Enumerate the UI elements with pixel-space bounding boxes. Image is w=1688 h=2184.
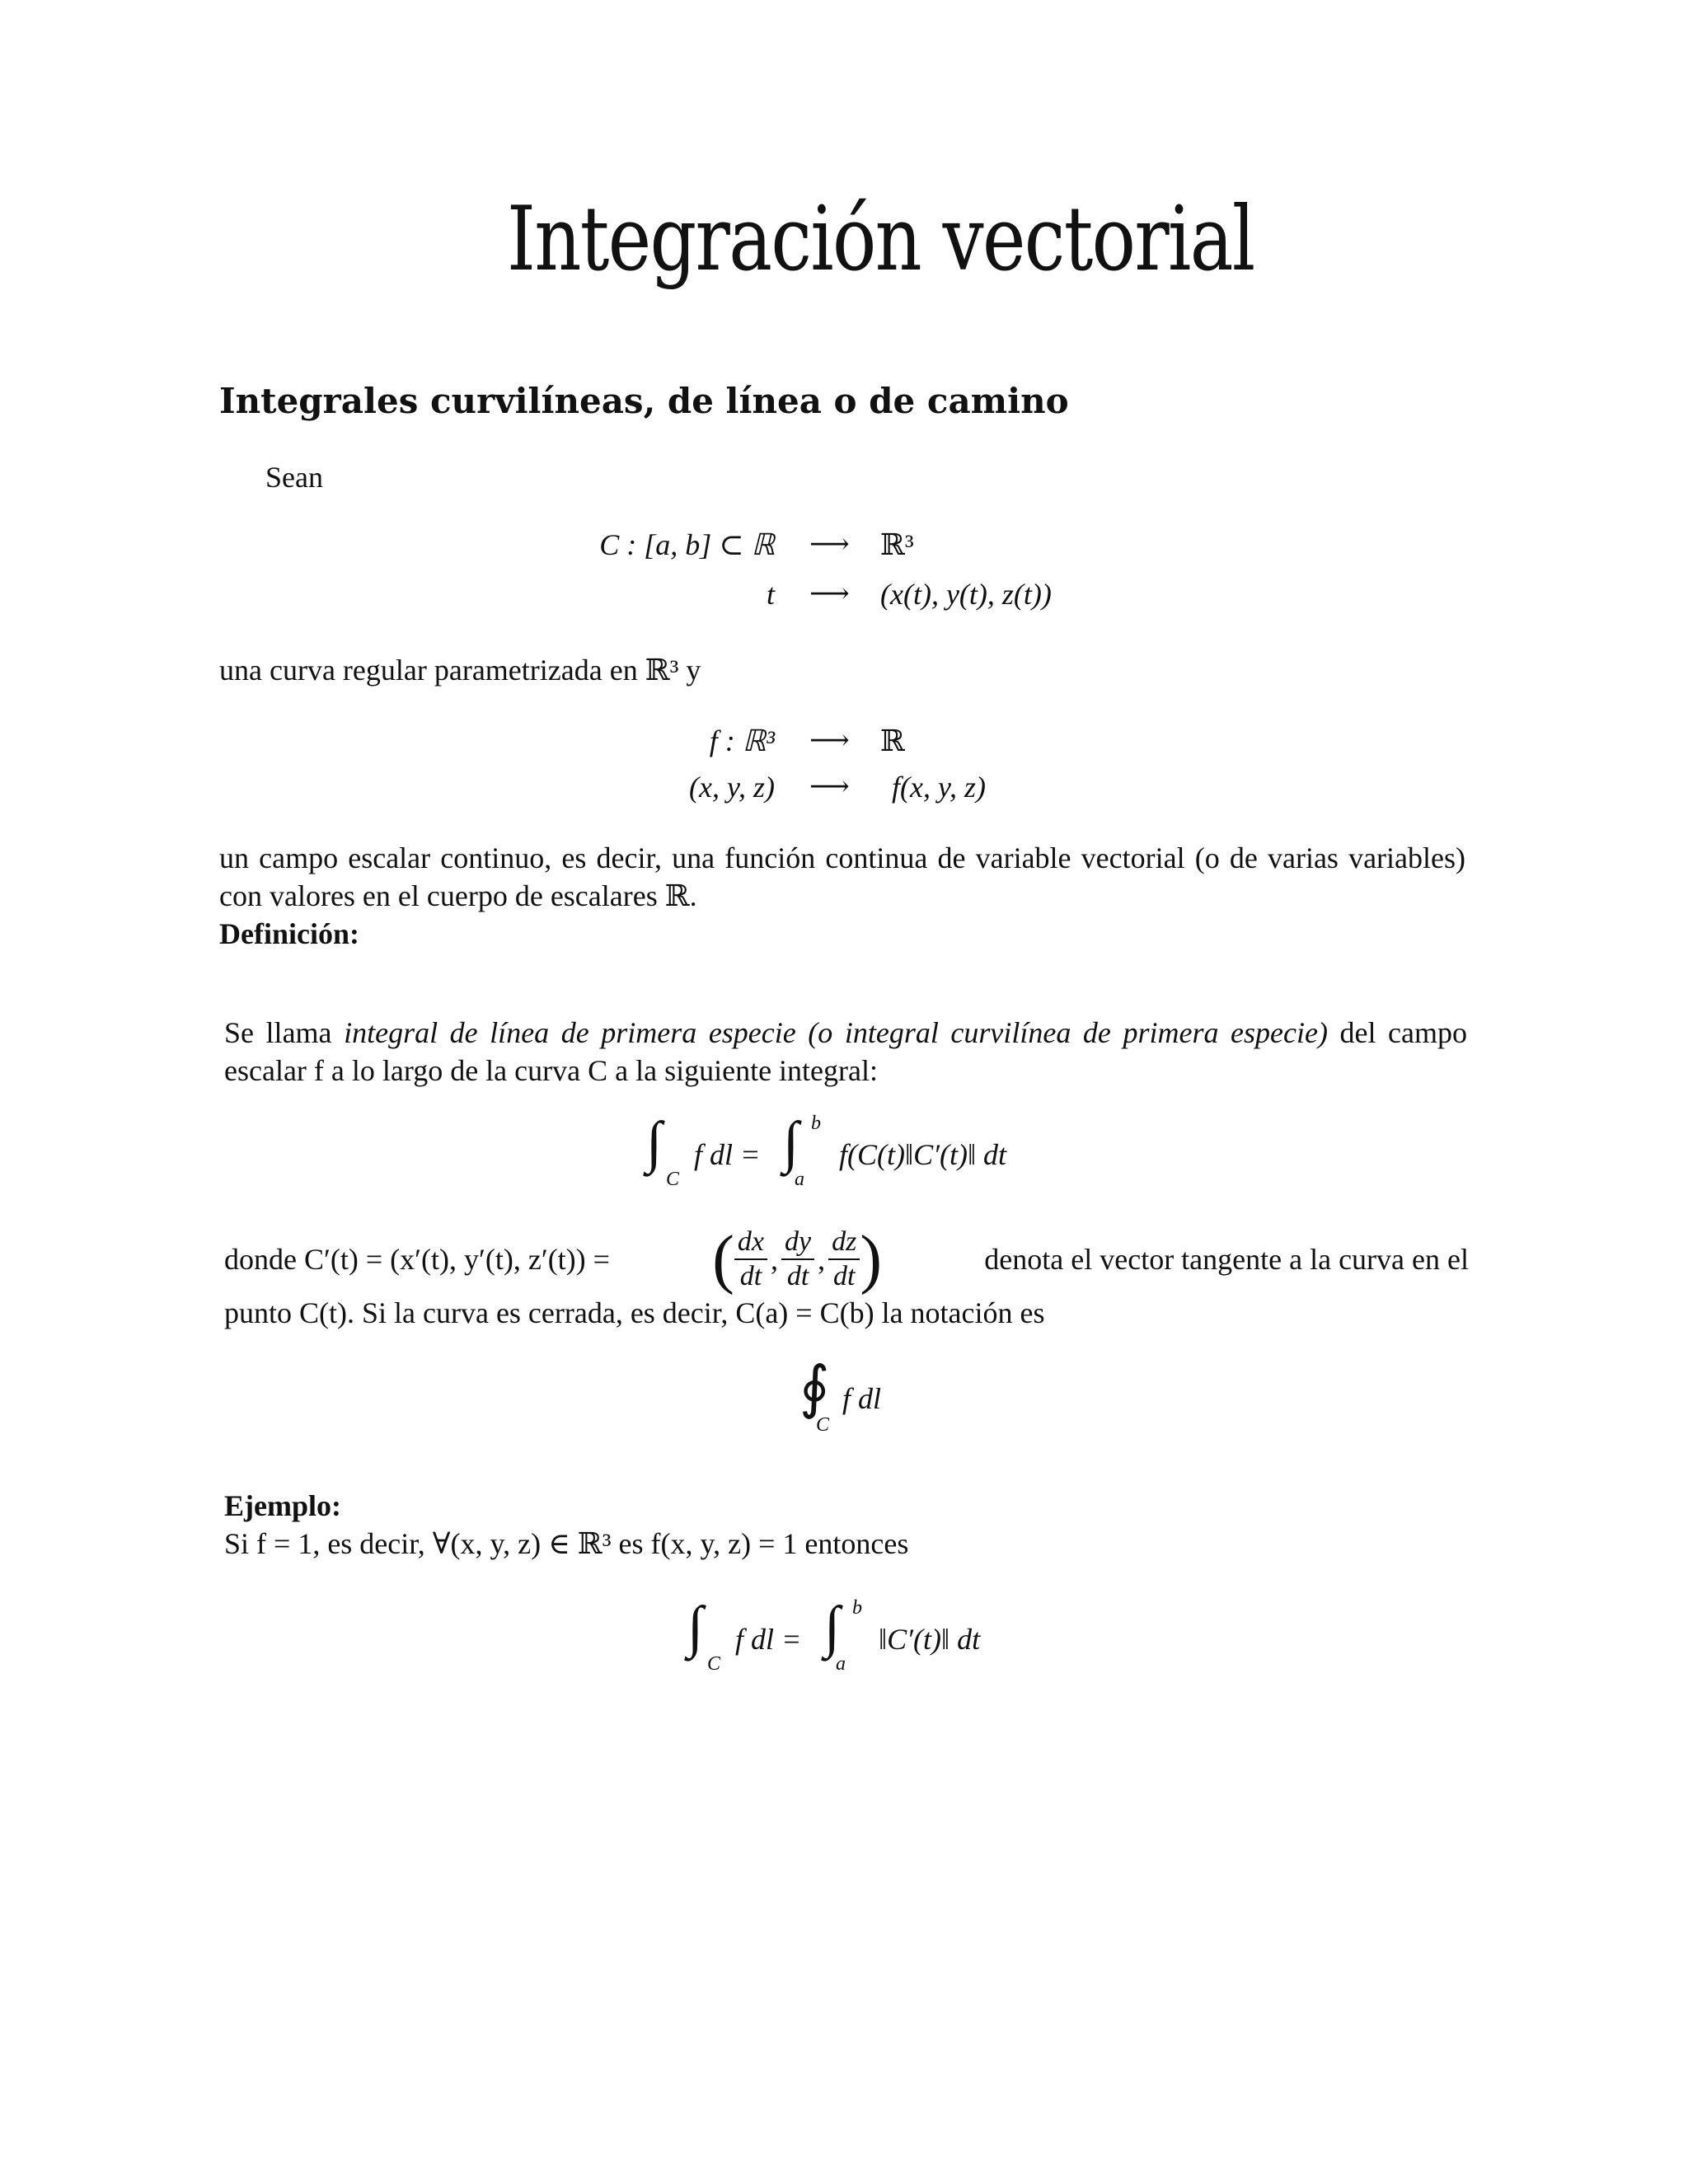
map2-row2-right: f(x, y, z) <box>892 771 986 804</box>
map2-arrow1: ⟶ <box>809 725 850 756</box>
integral-sign: ∫ <box>783 1111 799 1174</box>
integral-sub: C <box>666 1169 680 1190</box>
map2-row1-right: ℝ <box>880 724 905 757</box>
integral-lower: a <box>795 1169 804 1190</box>
formula1-lhs: f dl = <box>694 1138 761 1171</box>
integral-sign: ∫ <box>824 1596 841 1659</box>
example-label: Ejemplo: <box>224 1489 341 1522</box>
definition-text-b: del campo escalar f a lo largo de la curva C a la siguiente integral: <box>224 1016 1467 1087</box>
section-heading: Integrales curvilíneas, de línea o de camino <box>219 381 1069 421</box>
integral-sign: ∫ <box>687 1596 704 1659</box>
map2-arrow2: ⟶ <box>809 771 850 802</box>
map1-arrow1: ⟶ <box>809 529 850 560</box>
example-text: Si f = 1, es decir, ∀(x, y, z) ∈ ℝ³ es f(x, y, z) = 1 entonces <box>224 1527 909 1560</box>
formula2-body: f dl <box>842 1382 882 1415</box>
map1-row2-right: (x(t), y(t), z(t)) <box>880 578 1052 611</box>
integral-upper: b <box>852 1597 862 1619</box>
map2-row2-left: (x, y, z) <box>689 771 775 804</box>
integral-sign: ∫ <box>646 1111 663 1174</box>
map1-row1-left: C : [a, b] ⊂ ℝ <box>599 528 775 561</box>
fraction-dx: $\frac{dx}{dt}$ <box>734 1226 767 1293</box>
tangent-text-b: denota el vector tangente a la curva en el <box>984 1243 1469 1276</box>
fraction-dy: $\frac{dy}{dt}$ <box>781 1226 814 1293</box>
integral-sub: C <box>707 1653 721 1675</box>
definition-text <box>224 1014 1467 1090</box>
closed-curve-text: punto C(t). Si la curva es cerrada, es decir, C(a) = C(b) la notación es <box>224 1296 1045 1329</box>
definition-term: integral de línea de primera especie (o integral curvilínea de primera especie) <box>344 1016 1328 1049</box>
tangent-line <box>224 1220 1469 1299</box>
fraction-dz: $\frac{dz}{dt}$ <box>828 1226 860 1293</box>
curve-text: una curva regular parametrizada en ℝ³ y <box>219 654 701 687</box>
map1-row2-left: t <box>766 578 775 611</box>
integral-upper: b <box>811 1113 821 1134</box>
page-title: Integración vectorial <box>507 188 1254 291</box>
map1-arrow2: ⟶ <box>809 579 850 609</box>
definition-label: Definición: <box>219 917 359 950</box>
intro-word: Sean <box>265 461 323 494</box>
tangent-vector: ( $\frac{dx}{dt}$ , $\frac{dy}{dt}$ , $\frac{dz}{dt}$ ) <box>712 1223 882 1296</box>
definition-text-a: Se llama <box>224 1016 345 1049</box>
map1-row1-right: ℝ³ <box>880 528 914 561</box>
formula3-lhs: f dl = <box>735 1623 802 1656</box>
integral-lower: a <box>836 1653 846 1675</box>
formula3-rhs: ‖C′(t)‖ dt <box>879 1623 981 1656</box>
map2-row1-left: f : ℝ³ <box>709 724 775 757</box>
contour-integral-sub: C <box>816 1414 830 1436</box>
field-text: un campo escalar continuo, es decir, una función continua de variable vectorial (o de varias variables) con valores en el cuerpo de escalares ℝ. <box>219 841 1465 912</box>
formula1-rhs: f(C(t)‖C′(t)‖ dt <box>839 1138 1007 1171</box>
contour-integral-sign: ∮ <box>799 1357 830 1420</box>
tangent-text-a: donde C′(t) = (x′(t), y′(t), z′(t)) = <box>224 1243 610 1276</box>
